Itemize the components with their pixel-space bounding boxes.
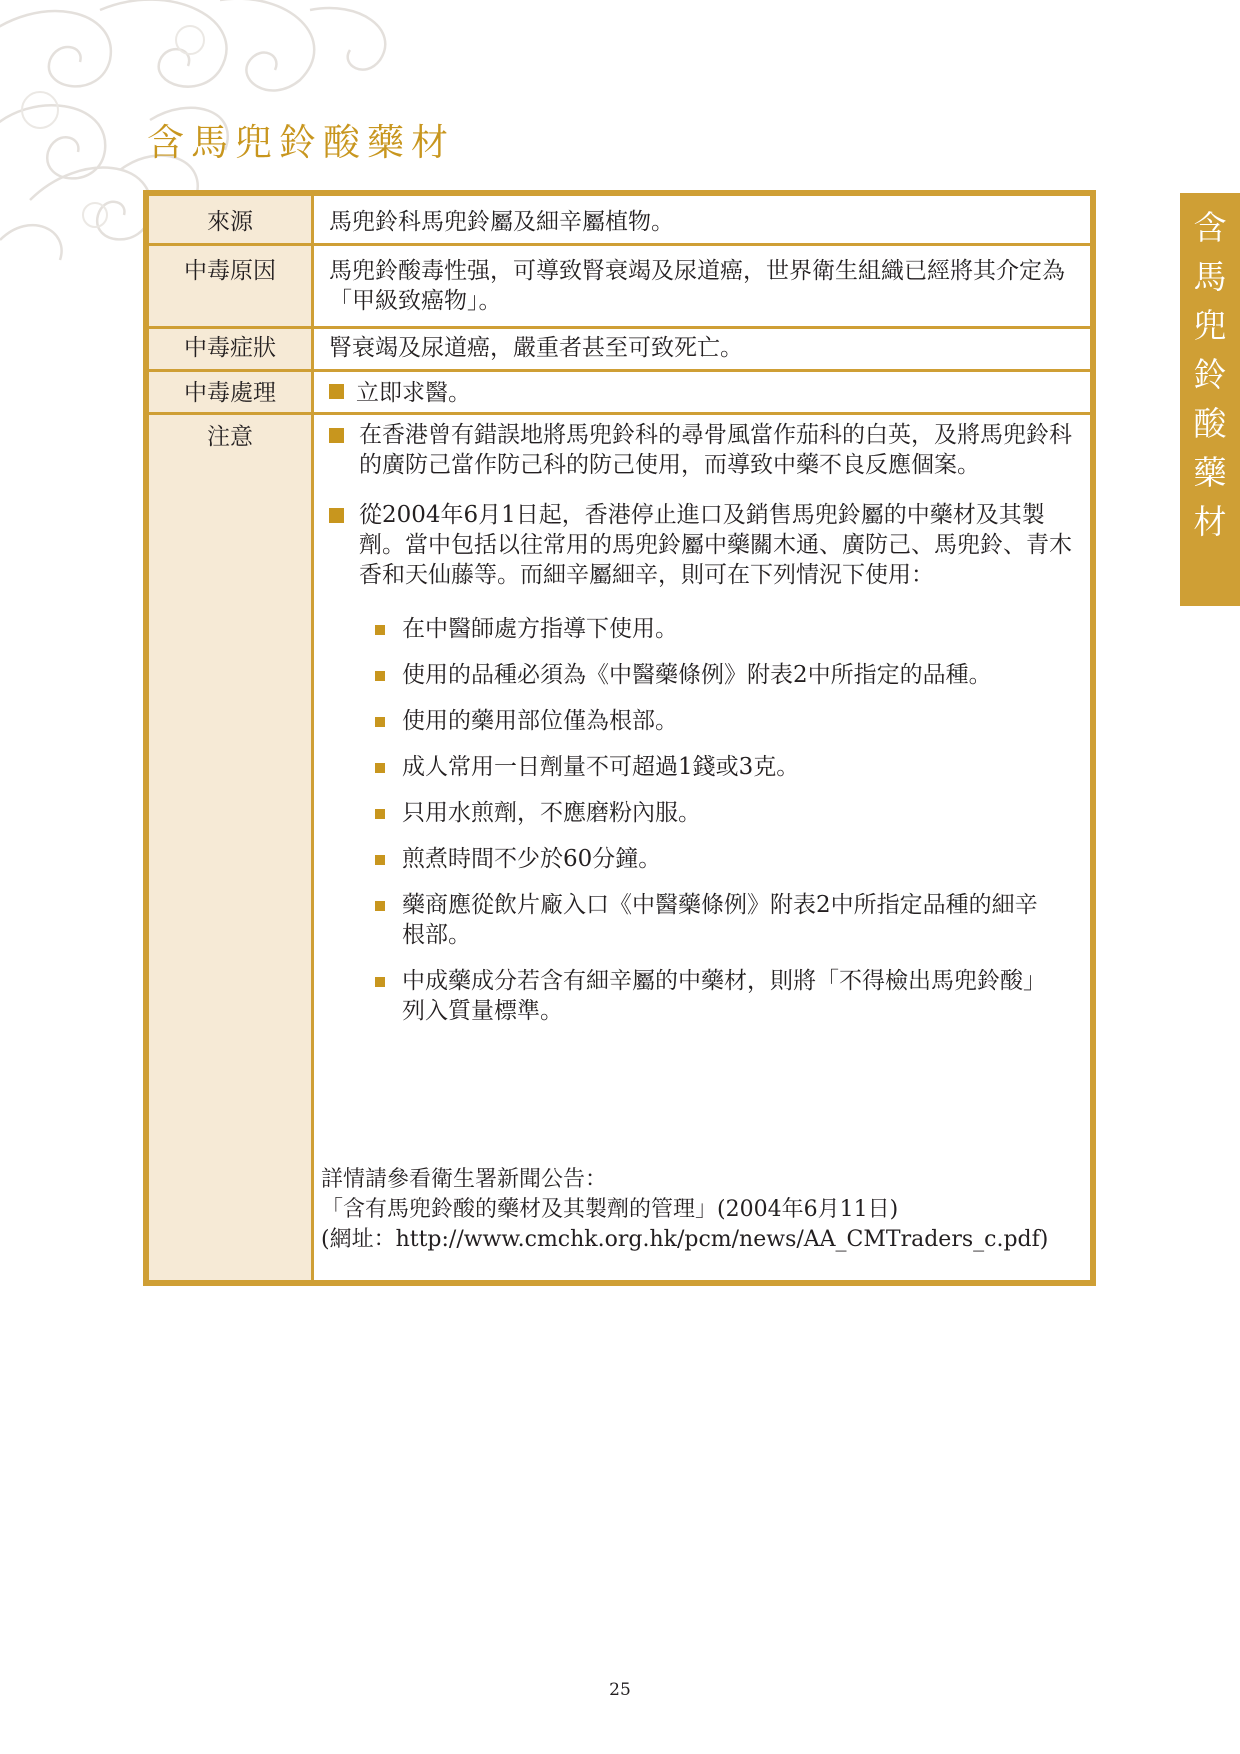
info-table [143,190,1096,1286]
side-tab-char: 酸 [1193,404,1227,443]
sub-list-item [375,752,1042,782]
side-tab-char: 含 [1193,208,1227,247]
list-item-text: 在香港曾有錯誤地將馬兜鈴科的尋骨風當作茄科的白英，及將馬兜鈴科的廣防己當作防己科的防己使用，而導致中藥不良反應個案。 [359,422,1072,478]
sub-list-item [375,798,1042,828]
row-divider [149,326,1090,329]
bullet-square-icon [375,855,385,865]
bullet-square-icon [375,977,385,987]
bullet-square-icon [329,384,344,399]
sub-list-item [375,706,1042,736]
row-value-treatment [329,378,1074,408]
sub-list-item-text: 成人常用一日劑量不可超過1錢或3克。 [402,754,800,780]
row-divider [149,369,1090,372]
bullet-square-icon [375,717,385,727]
sub-list-item [375,844,1042,874]
bullet-square-icon [375,625,385,635]
row-value-symptoms: 腎衰竭及尿道癌，嚴重者甚至可致死亡。 [329,335,743,361]
side-tab-char: 材 [1193,502,1227,541]
reference-url-line: (網址：http://www.cmchk.org.hk/pcm/news/AA_CMTraders_c.pdf) [321,1227,1049,1252]
row-label-notes: 注意 [207,424,253,450]
bullet-square-icon [375,809,385,819]
row-label-treatment: 中毒處理 [184,380,276,406]
row-label-symptoms: 中毒症狀 [184,335,276,361]
list-item-text: 從2004年6月1日起，香港停止進口及銷售馬兜鈴屬的中藥材及其製劑。當中包括以往常用的馬兜鈴屬中藥關木通、廣防己、馬兜鈴、青木香和天仙藤等。而細辛屬細辛，則可在下列情況下使用： [359,502,1072,588]
bullet-square-icon [329,428,344,443]
row-divider [149,412,1090,415]
bullet-square-icon [329,508,344,523]
reference-note [321,1165,1081,1255]
sub-list-item [375,966,1042,1026]
bullet-square-icon [375,763,385,773]
notes-content [329,420,1084,1042]
sub-list-item-text: 只用水煎劑，不應磨粉內服。 [402,800,701,826]
side-tab-char: 藥 [1193,453,1227,492]
sub-list-item [375,614,1042,644]
row-value-source: 馬兜鈴科馬兜鈴屬及細辛屬植物。 [329,209,674,235]
sub-list-item-text: 使用的品種必須為《中醫藥條例》附表2中所指定的品種。 [402,662,992,688]
row-value-cause: 馬兜鈴酸毒性强，可導致腎衰竭及尿道癌，世界衛生組織已經將其介定為「甲級致癌物」。 [329,258,1065,314]
side-tab [1180,193,1240,606]
side-tab-char: 兜 [1193,306,1227,345]
reference-line: 「含有馬兜鈴酸的藥材及其製劑的管理」(2004年6月11日) [321,1197,899,1222]
reference-line: 詳情請參看衛生署新聞公告： [321,1167,608,1192]
sub-list-item-text: 在中醫師處方指導下使用。 [402,616,678,642]
list-item [329,420,1084,480]
column-divider [311,196,314,1280]
row-divider [149,243,1090,246]
bullet-square-icon [375,901,385,911]
treatment-text: 立即求醫。 [356,380,471,406]
side-tab-char: 鈴 [1193,355,1227,394]
sub-list-item-text: 煎煮時間不少於60分鐘。 [402,846,662,872]
sub-list-item [375,890,1042,950]
row-label-source: 來源 [207,209,253,235]
sub-list-item [375,660,1042,690]
bullet-square-icon [375,671,385,681]
sub-list-item-text: 使用的藥用部位僅為根部。 [402,708,678,734]
row-label-cause: 中毒原因 [184,258,276,284]
list-item [329,500,1084,590]
side-tab-char: 馬 [1193,257,1227,296]
page-title: 含馬兜鈴酸藥材 [147,121,455,164]
sub-list-item-text: 藥商應從飲片廠入口《中醫藥條例》附表2中所指定品種的細辛根部。 [402,892,1038,948]
page-number: 25 [609,1680,631,1700]
sub-list-item-text: 中成藥成分若含有細辛屬的中藥材，則將「不得檢出馬兜鈴酸」列入質量標準。 [402,968,1035,1024]
